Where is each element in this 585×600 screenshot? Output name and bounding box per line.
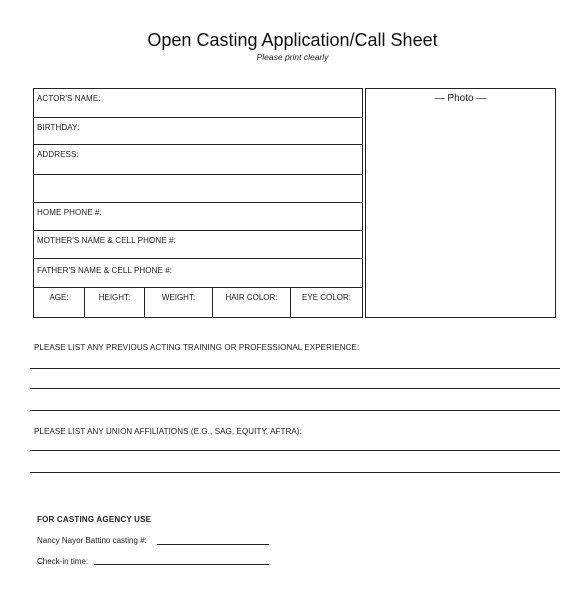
agency-use-heading: FOR CASTING AGENCY USE [37, 515, 152, 524]
eye-color-label: EYE COLOR: [302, 293, 351, 302]
union-prompt: PLEASE LIST ANY UNION AFFILIATIONS (E.G., SAG, EQUITY, AFTRA): [34, 427, 302, 436]
actor-name-field[interactable] [34, 89, 362, 118]
photo-box[interactable] [365, 88, 556, 318]
physical-stats-row [34, 288, 362, 318]
weight-label: WEIGHT: [161, 293, 196, 302]
father-contact-field[interactable] [34, 259, 362, 288]
age-label: AGE: [49, 293, 69, 302]
height-label: HEIGHT: [98, 293, 131, 302]
casting-number-label: Nancy Nayor Battino casting #: [37, 536, 147, 545]
mother-contact-label: MOTHER'S NAME & CELL PHONE #: [37, 236, 176, 245]
training-prompt: PLEASE LIST ANY PREVIOUS ACTING TRAINING OR PROFESSIONAL EXPERIENCE: [34, 343, 360, 352]
eye-color-field[interactable] [291, 288, 362, 318]
mother-contact-field[interactable] [34, 231, 362, 259]
actor-name-label: ACTOR'S NAME: [37, 94, 101, 103]
page-title: Open Casting Application/Call Sheet [147, 30, 438, 50]
training-answer-line[interactable] [30, 368, 560, 369]
address-field[interactable] [34, 145, 362, 175]
training-answer-line[interactable] [30, 410, 560, 411]
actor-info-form [33, 88, 363, 318]
casting-number-line[interactable] [157, 544, 269, 545]
birthday-field[interactable] [34, 118, 362, 145]
union-answer-line[interactable] [30, 450, 560, 451]
training-answer-line[interactable] [30, 388, 560, 389]
hair-color-label: HAIR COLOR: [225, 293, 278, 302]
hair-color-field[interactable] [213, 288, 291, 318]
age-field[interactable] [34, 288, 85, 318]
home-phone-field[interactable] [34, 203, 362, 231]
checkin-time-line[interactable] [94, 564, 269, 565]
photo-label: — Photo — [434, 93, 487, 104]
address-label: ADDRESS: [37, 150, 79, 159]
checkin-time-label: Check-in time: [37, 557, 89, 566]
home-phone-label: HOME PHONE #: [37, 208, 102, 217]
father-contact-label: FATHER'S NAME & CELL PHONE #: [37, 266, 173, 275]
height-field[interactable] [85, 288, 145, 318]
weight-field[interactable] [145, 288, 213, 318]
address-line-2-field[interactable] [34, 175, 362, 203]
birthday-label: BIRTHDAY: [37, 123, 80, 132]
union-answer-line[interactable] [30, 472, 560, 473]
page-subtitle: Please print clearly [256, 52, 329, 62]
